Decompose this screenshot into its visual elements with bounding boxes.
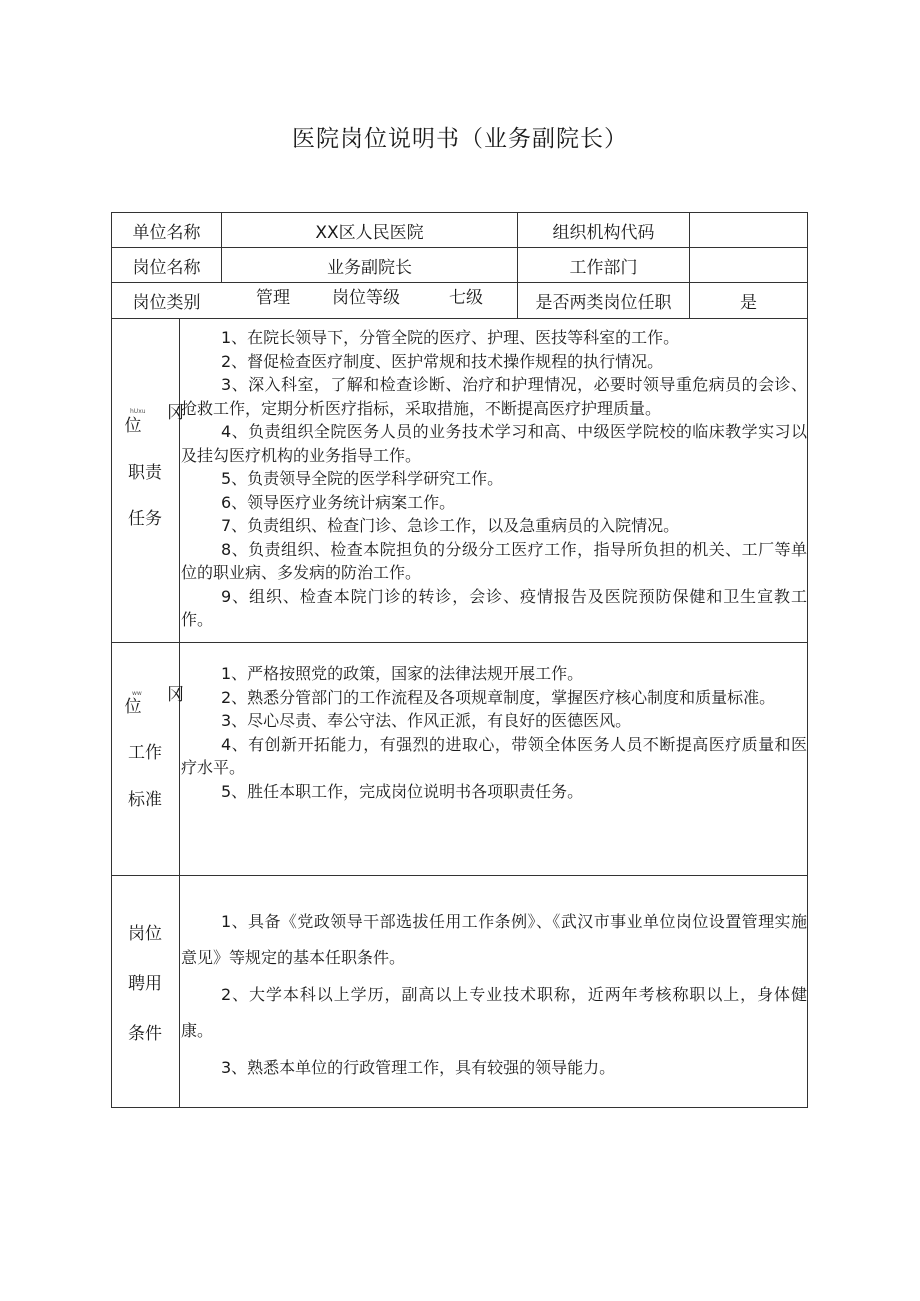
standards-label-3: 工作: [128, 743, 162, 763]
duties-side-label: [112, 318, 184, 642]
list-item: 3、深入科室，了解和检查诊断、治疗和护理情况，必要时领导重危病员的会诊、抢救工作，定期分析医疗指标，采取措施，不断提高医疗护理质量。: [181, 375, 807, 418]
standards-list: [181, 662, 807, 803]
list-item: 9、组织、检查本院门诊的转诊，会诊、疫情报告及医院预防保健和卫生宣教工作。: [181, 586, 807, 629]
department-value: [690, 248, 807, 282]
duties-small-mark: hUxu: [130, 408, 146, 415]
duties-list: [181, 326, 807, 632]
standards-label-2: 位: [124, 697, 142, 717]
list-item: 4、负责组织全院医务人员的业务技术学习和高、中级医学院校的临床教学实习以及挂勾医疗机构的业务指导工作。: [181, 422, 807, 465]
list-item: 1、在院长领导下，分管全院的医疗、护理、医技等科室的工作。: [221, 328, 680, 347]
list-item: 1、严格按照党的政策，国家的法律法规开展工作。: [221, 664, 584, 683]
duties-label-1: 冈: [167, 403, 184, 423]
post-grade-label: 岗位等级: [332, 287, 400, 308]
list-item: 3、尽心尽责、奉公守法、作风正派，有良好的医德医风。: [221, 711, 632, 730]
unit-name-label: 单位名称: [132, 222, 201, 243]
requirements-label-2: 聘用: [128, 974, 162, 994]
org-code-label: 组织机构代码: [552, 222, 655, 243]
list-item: 2、督促检查医疗制度、医护常规和技术操作规程的执行情况。: [221, 351, 664, 371]
row-divider: [111, 318, 808, 319]
requirements-list: [181, 904, 807, 1087]
unit-name-value: XX区人民医院: [315, 222, 424, 243]
duties-label-4: 任务: [128, 509, 162, 529]
list-item: 5、胜任本职工作，完成岗位说明书各项职责任务。: [221, 781, 584, 801]
list-item: 5、负责领导全院的医学科学研究工作。: [221, 469, 504, 488]
list-item: 7、负责组织、检查门诊、急诊工作，以及急重病员的入院情况。: [221, 516, 680, 535]
standards-label-1: 冈: [167, 685, 184, 705]
requirements-label-3: 条件: [128, 1024, 162, 1044]
standards-small-mark: ww: [132, 690, 142, 697]
list-item: 2、大学本科以上学历，副高以上专业技术职称，近两年考核称职以上，身体健康。: [181, 985, 807, 1040]
list-item: 6、领导医疗业务统计病案工作。: [221, 492, 456, 512]
dual-post-value: 是: [740, 293, 757, 313]
standards-side-label: [112, 642, 184, 875]
post-name-label: 岗位名称: [132, 257, 201, 278]
post-type-label: 岗位类别: [132, 293, 201, 313]
post-grade-value: 七级: [449, 287, 483, 308]
row-divider: [111, 875, 808, 876]
post-name-value: 业务副院长: [327, 257, 412, 278]
duties-label-2: 位: [124, 416, 142, 436]
standards-label-4: 标准: [128, 790, 162, 810]
list-item: 1、具备《党政领导干部选拔任用工作条例》、《武汉市事业单位岗位设置管理实施意见》等规定的基本任职条件。: [181, 912, 807, 967]
org-code-value: [690, 213, 807, 247]
post-type-value: 管理: [256, 287, 290, 308]
list-item: 4、有创新开拓能力，有强烈的进取心，带领全体医务人员不断提高医疗质量和医疗水平。: [181, 734, 807, 777]
row-divider: [111, 642, 808, 643]
requirements-label-1: 岗位: [128, 924, 162, 944]
department-label: 工作部门: [569, 257, 638, 278]
col-divider: [179, 318, 180, 1108]
page-title: 医院岗位说明书（业务副院长）: [292, 126, 628, 152]
list-item: 2、熟悉分管部门的工作流程及各项规章制度，掌握医疗核心制度和质量标准。: [221, 687, 776, 707]
duties-label-3: 职责: [128, 463, 162, 483]
list-item: 3、熟悉本单位的行政管理工作，具有较强的领导能力。: [221, 1058, 616, 1077]
requirements-side-label: [112, 875, 178, 1108]
list-item: 8、负责组织、检查本院担负的分级分工医疗工作，指导所负担的机关、工厂等单位的职业病、多发病的防治工作。: [181, 539, 807, 582]
dual-post-label: 是否两类岗位任职: [535, 293, 672, 313]
